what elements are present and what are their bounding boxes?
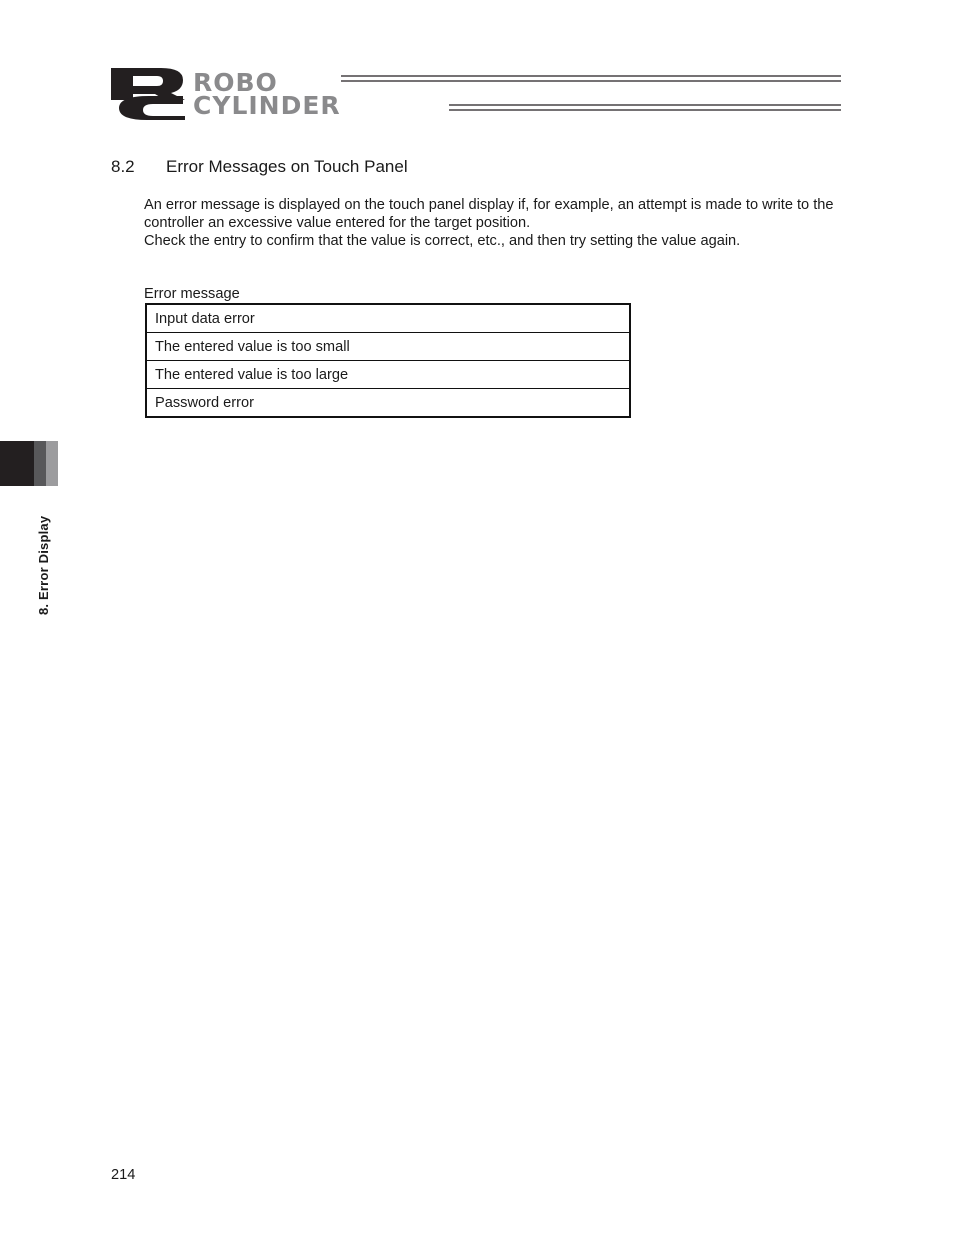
logo-word-robo: ROBO [193,68,278,97]
chapter-label: 8. Error Display [36,515,51,615]
table-row: Password error [155,395,254,411]
table-caption: Error message [144,286,240,302]
logo-graphic [109,66,841,122]
error-message-table [145,303,631,418]
chapter-tab-block-light [46,441,58,486]
section-title: Error Messages on Touch Panel [166,157,408,176]
table-row: The entered value is too small [147,333,629,361]
body-paragraph-1: An error message is displayed on the touch panel display if, for example, an attempt is made to write to the controller an excessive value entered for the target position. [144,197,834,231]
chapter-tab-block-mid [34,441,46,486]
logo-word-cylinder: CYLINDER [193,91,341,120]
chapter-tab-block-dark [0,441,34,486]
section-number: 8.2 [111,157,135,176]
rc-mark-icon [111,68,185,120]
table-row: Input data error [147,305,629,333]
body-text [144,196,844,250]
header-rules [341,76,841,110]
table-row: The entered value is too large [147,361,629,389]
robo-cylinder-logo [109,66,841,122]
section-heading [111,156,408,178]
chapter-tab [0,441,58,486]
page-number: 214 [111,1167,136,1183]
body-paragraph-2: Check the entry to confirm that the value is correct, etc., and then try setting the value again. [144,233,741,249]
